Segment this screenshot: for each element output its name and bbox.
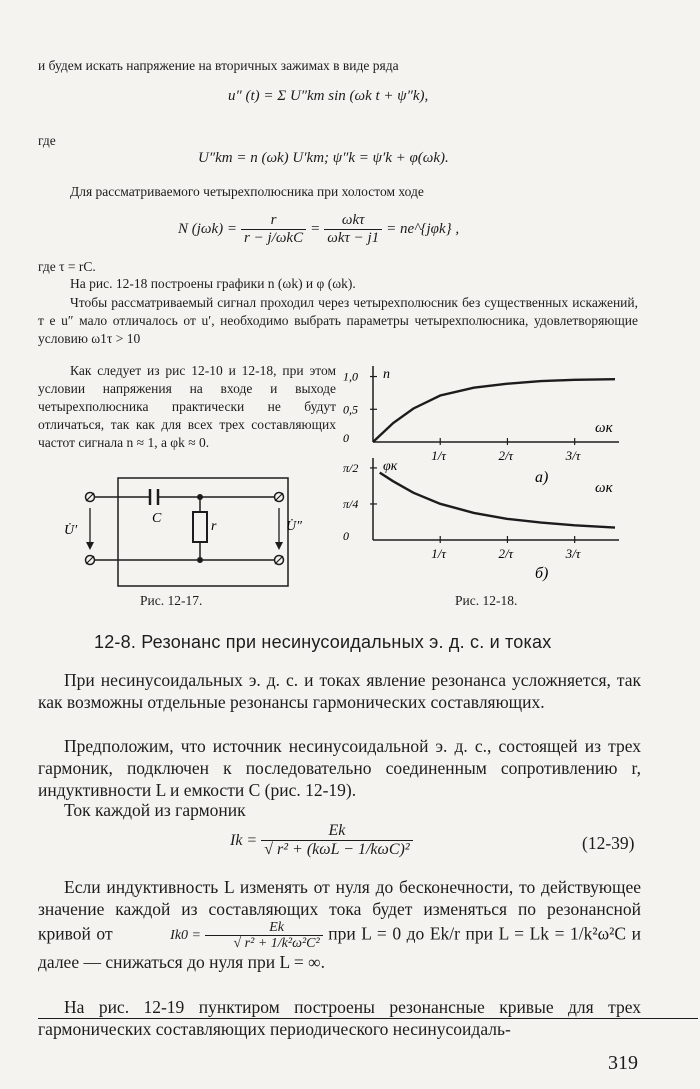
where-label-1: где xyxy=(38,133,56,148)
equation-Ik xyxy=(230,822,413,859)
body-4-middle: при L = 0 до xyxy=(328,923,425,944)
y-tick-label: 0 xyxy=(343,529,349,543)
Ik0-denominator: √ r² + 1/k²ω²C² xyxy=(233,936,320,951)
equation-definitions: U″km = n (ωk) U′km; ψ″k = ψ′k + φ(ωk). xyxy=(198,150,449,166)
y-tick-label: 0 xyxy=(343,431,349,445)
x-tick-label: 2/τ xyxy=(498,448,514,463)
section-heading: 12-8. Резонанс при несинусоидальных э. д. с. и токах xyxy=(94,632,552,652)
x-tick-label: 2/τ xyxy=(498,546,514,561)
label-resistor: r xyxy=(211,519,217,534)
Ik0-lhs: Ik0 = xyxy=(170,928,201,943)
equation-N: N (jωk) = $\frac{r}{\text{r − j/ωkC}}$ = $\frac{\text{ωkτ}}{\text{ωkτ − j1}}$ = ne^{jφk} , xyxy=(178,212,460,246)
paragraph-harmonics: Как следует из рис 12-10 и 12-18, при этом условии напряжения на входе и выходе четырехполюсника практически не будут отличаться, так как для всех трех составляющих частот сигнала n ≈ 1, a φk ≈ 0. xyxy=(38,363,336,450)
x-axis-label: ωк xyxy=(595,420,613,436)
output-terminal-bottom xyxy=(275,556,284,565)
figure-note: На рис. 12-18 построены графики n (ωk) и φ (ωk). xyxy=(70,276,356,291)
output-voltage-arrow xyxy=(275,508,283,550)
y-tick-label: π/2 xyxy=(343,460,359,475)
x-axis-label: ωк xyxy=(595,480,613,496)
equation-N-frac1 xyxy=(241,212,306,247)
body-paragraph-4 xyxy=(38,876,641,973)
equation-Ik0 xyxy=(118,920,323,951)
Ik0-numerator: Ek xyxy=(205,920,323,936)
body-paragraph-1: При несинусоидальных э. д. с. и токах явление резонанса усложняется, так как возможны отдельные резонансы гармонических составляющих. xyxy=(38,670,641,712)
Ik-denominator: √ r² + (kωL − 1/kωC)² xyxy=(264,841,410,858)
frac1-numerator: r xyxy=(241,212,306,230)
Ik0-fraction xyxy=(205,920,323,951)
x-tick-label: 3/τ xyxy=(565,448,581,463)
subplot-title: б) xyxy=(535,565,549,582)
x-tick-label: 1/τ xyxy=(431,546,446,561)
label-input-voltage: U̇′ xyxy=(64,523,78,538)
body-4-start: Если индуктивность L изменять от нуля до бесконечности, то действующее значение каждой из составляющих тока будет изменяться по резонансной кривой от xyxy=(38,877,641,944)
y-tick-label: π/4 xyxy=(343,496,359,511)
caption-fig-12-17: Рис. 12-17. xyxy=(140,593,203,608)
frac1-denominator: r − j/ωkC xyxy=(244,230,304,246)
label-output-voltage: U̇″ xyxy=(286,519,302,534)
input-terminal-bottom xyxy=(86,556,95,565)
intro-line: и будем искать напряжение на вторичных зажимах в виде ряда xyxy=(38,58,399,73)
consider-line: Для рассматриваемого четырехполюсника при холостом ходе xyxy=(70,184,424,199)
body-paragraph-5: На рис. 12-19 пунктиром построены резонансные кривые для трех гармонических составляющих периодического несинусоидаль- xyxy=(38,997,641,1039)
frac2-denominator: ωkτ − j1 xyxy=(327,230,380,246)
equation-number: (12-39) xyxy=(582,833,635,853)
body-4-end: Ek/r при L = Lk = 1/k²ω²C и далее — снижаться до нуля при L = ∞. xyxy=(38,923,642,972)
circuit-diagram xyxy=(50,470,320,610)
input-terminal-top xyxy=(86,493,95,502)
Ik-numerator: Ek xyxy=(261,822,412,841)
paragraph-distortion: Чтобы рассматриваемый сигнал проходил через четырехполюсник без существенных искажений, т е u″ мало отличалось от u′, необходимо выбрать параметры четырехполюсника, удовлетворяющие условию ω1τ > 10 xyxy=(38,295,638,346)
equation-N-rhs: = ne^{jφk} , xyxy=(386,221,460,237)
resistor xyxy=(193,512,207,542)
caption-fig-12-18: Рис. 12-18. xyxy=(455,593,518,608)
equation-N-frac2 xyxy=(324,212,382,247)
chart-figure-12-18 xyxy=(335,362,665,592)
series-line xyxy=(373,379,615,442)
chart-b xyxy=(343,458,619,582)
x-tick-label: 3/τ xyxy=(565,546,581,561)
equation-N-lhs: N (jωk) = xyxy=(178,221,238,237)
equation-Ik-lhs: Ik = xyxy=(230,831,258,849)
equation-Ik-fraction xyxy=(261,822,412,859)
frac2-numerator: ωkτ xyxy=(324,212,382,230)
y-tick-label: 1,0 xyxy=(343,369,358,384)
series-line xyxy=(380,473,615,528)
circuit-frame xyxy=(118,478,288,586)
equation-series: u″ (t) = Σ U″km sin (ωk t + ψ″k), xyxy=(228,88,429,104)
where-tau: где τ = rC. xyxy=(38,259,96,274)
y-tick-label: 0,5 xyxy=(343,402,358,417)
input-voltage-arrow xyxy=(86,508,94,550)
body-paragraph-3: Ток каждой из гармоник xyxy=(64,800,246,820)
body-paragraph-2: Предположим, что источник несинусоидальной э. д. с., состоящей из трех гармоник, подключен к последовательно соединенным сопротивлению r, индуктивности L и емкости C (рис. 12-19). xyxy=(38,736,641,800)
label-capacitor: C xyxy=(152,511,162,526)
y-axis-label: φк xyxy=(383,459,398,474)
y-axis-label: n xyxy=(383,367,390,382)
output-terminal-top xyxy=(275,493,284,502)
page-number: 319 xyxy=(608,1052,638,1074)
x-tick-label: 1/τ xyxy=(431,448,446,463)
subplot-title: а) xyxy=(535,469,549,486)
